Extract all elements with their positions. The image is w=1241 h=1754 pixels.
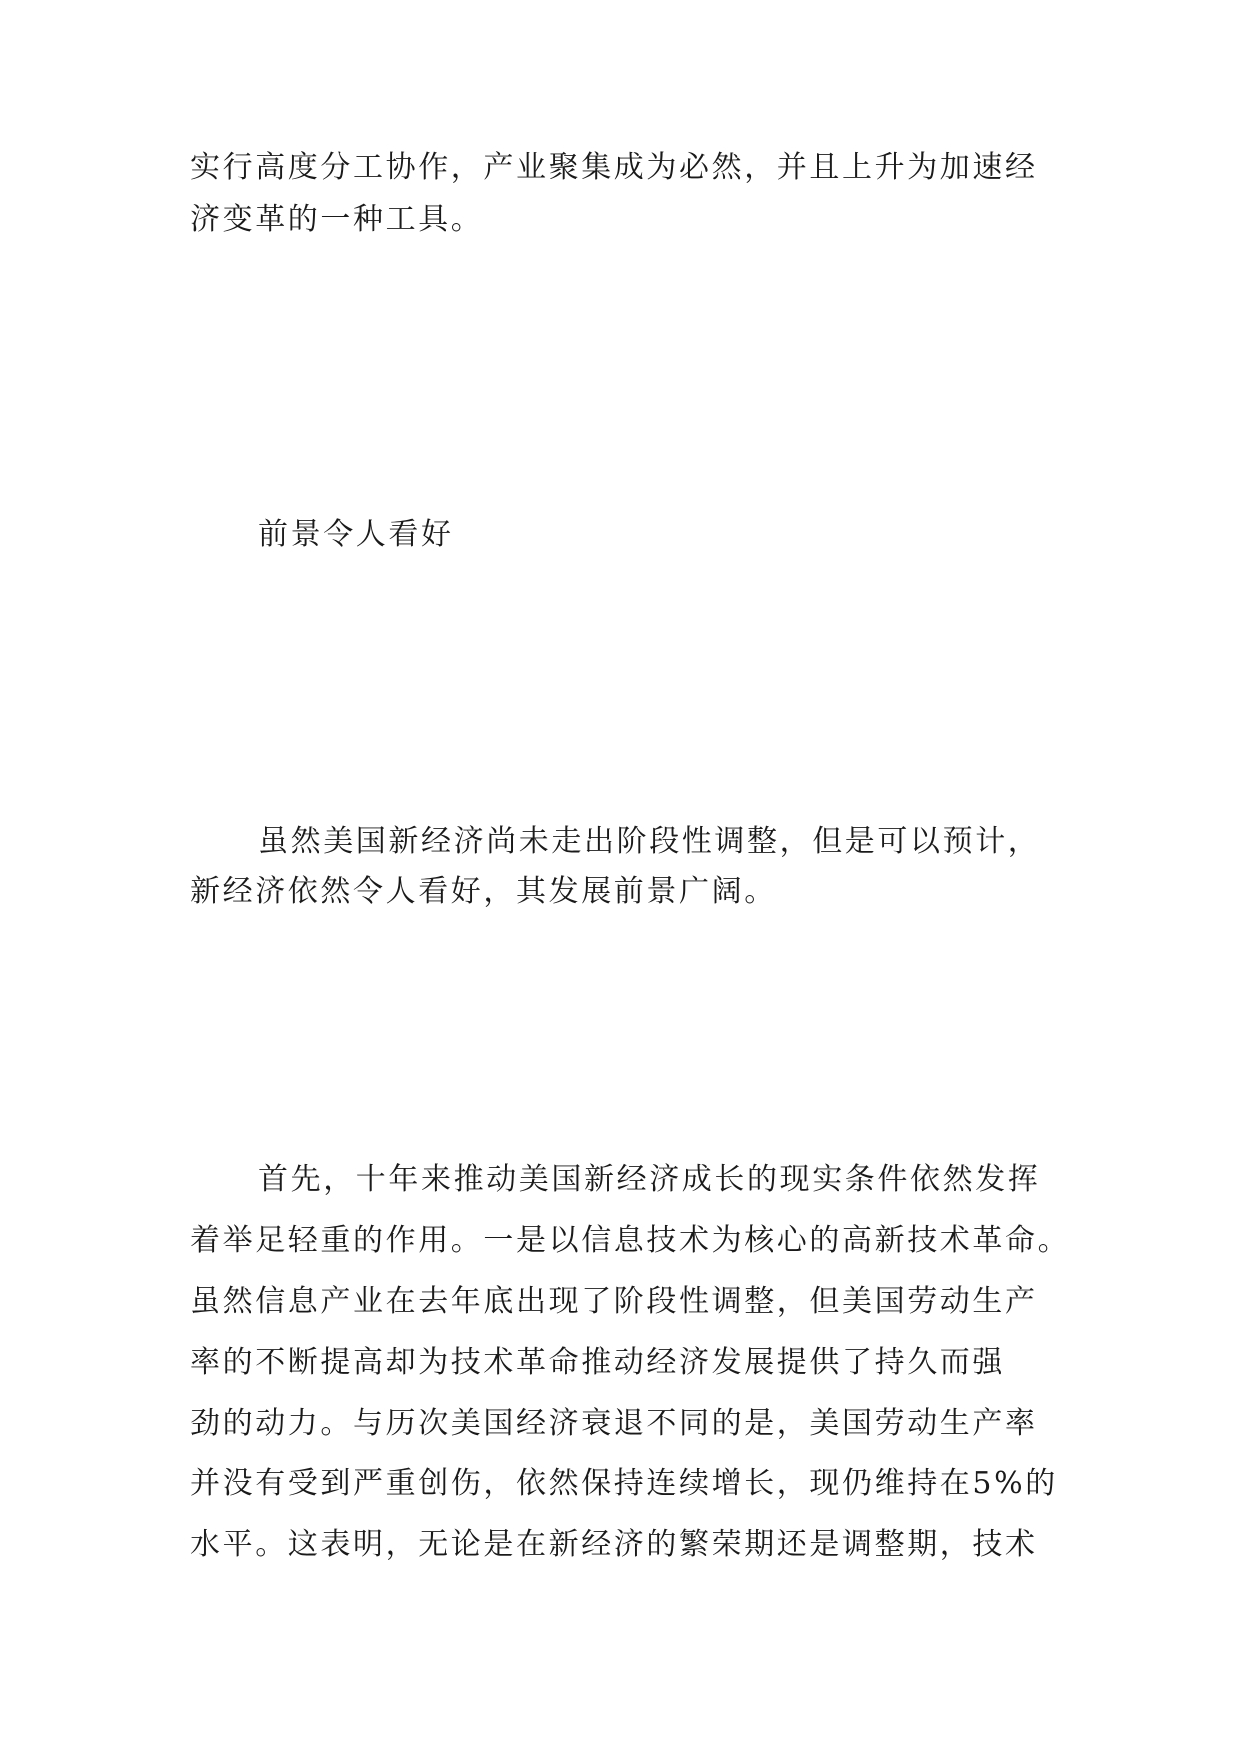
paragraph-line: 劲的动力。与历次美国经济衰退不同的是，美国劳动生产率	[190, 1406, 1038, 1441]
section-heading: 前景令人看好	[258, 517, 454, 552]
paragraph-line: 并没有受到严重创伤，依然保持连续增长，现仍维持在5%的	[190, 1466, 1058, 1501]
paragraph-line: 虽然信息产业在去年底出现了阶段性调整，但美国劳动生产	[190, 1284, 1038, 1319]
paragraph-line: 新经济依然令人看好，其发展前景广阔。	[190, 874, 777, 909]
paragraph-line: 水平。这表明，无论是在新经济的繁荣期还是调整期，技术	[190, 1527, 1038, 1562]
paragraph-line: 济变革的一种工具。	[190, 202, 484, 237]
paragraph-line: 着举足轻重的作用。一是以信息技术为核心的高新技术革命。	[190, 1223, 1071, 1258]
paragraph-line: 虽然美国新经济尚未走出阶段性调整，但是可以预计，	[258, 824, 1041, 859]
paragraph-line: 率的不断提高却为技术革命推动经济发展提供了持久而强	[190, 1345, 1005, 1380]
paragraph-line: 实行高度分工协作，产业聚集成为必然，并且上升为加速经	[190, 150, 1038, 185]
paragraph-line: 首先，十年来推动美国新经济成长的现实条件依然发挥	[258, 1162, 1041, 1197]
